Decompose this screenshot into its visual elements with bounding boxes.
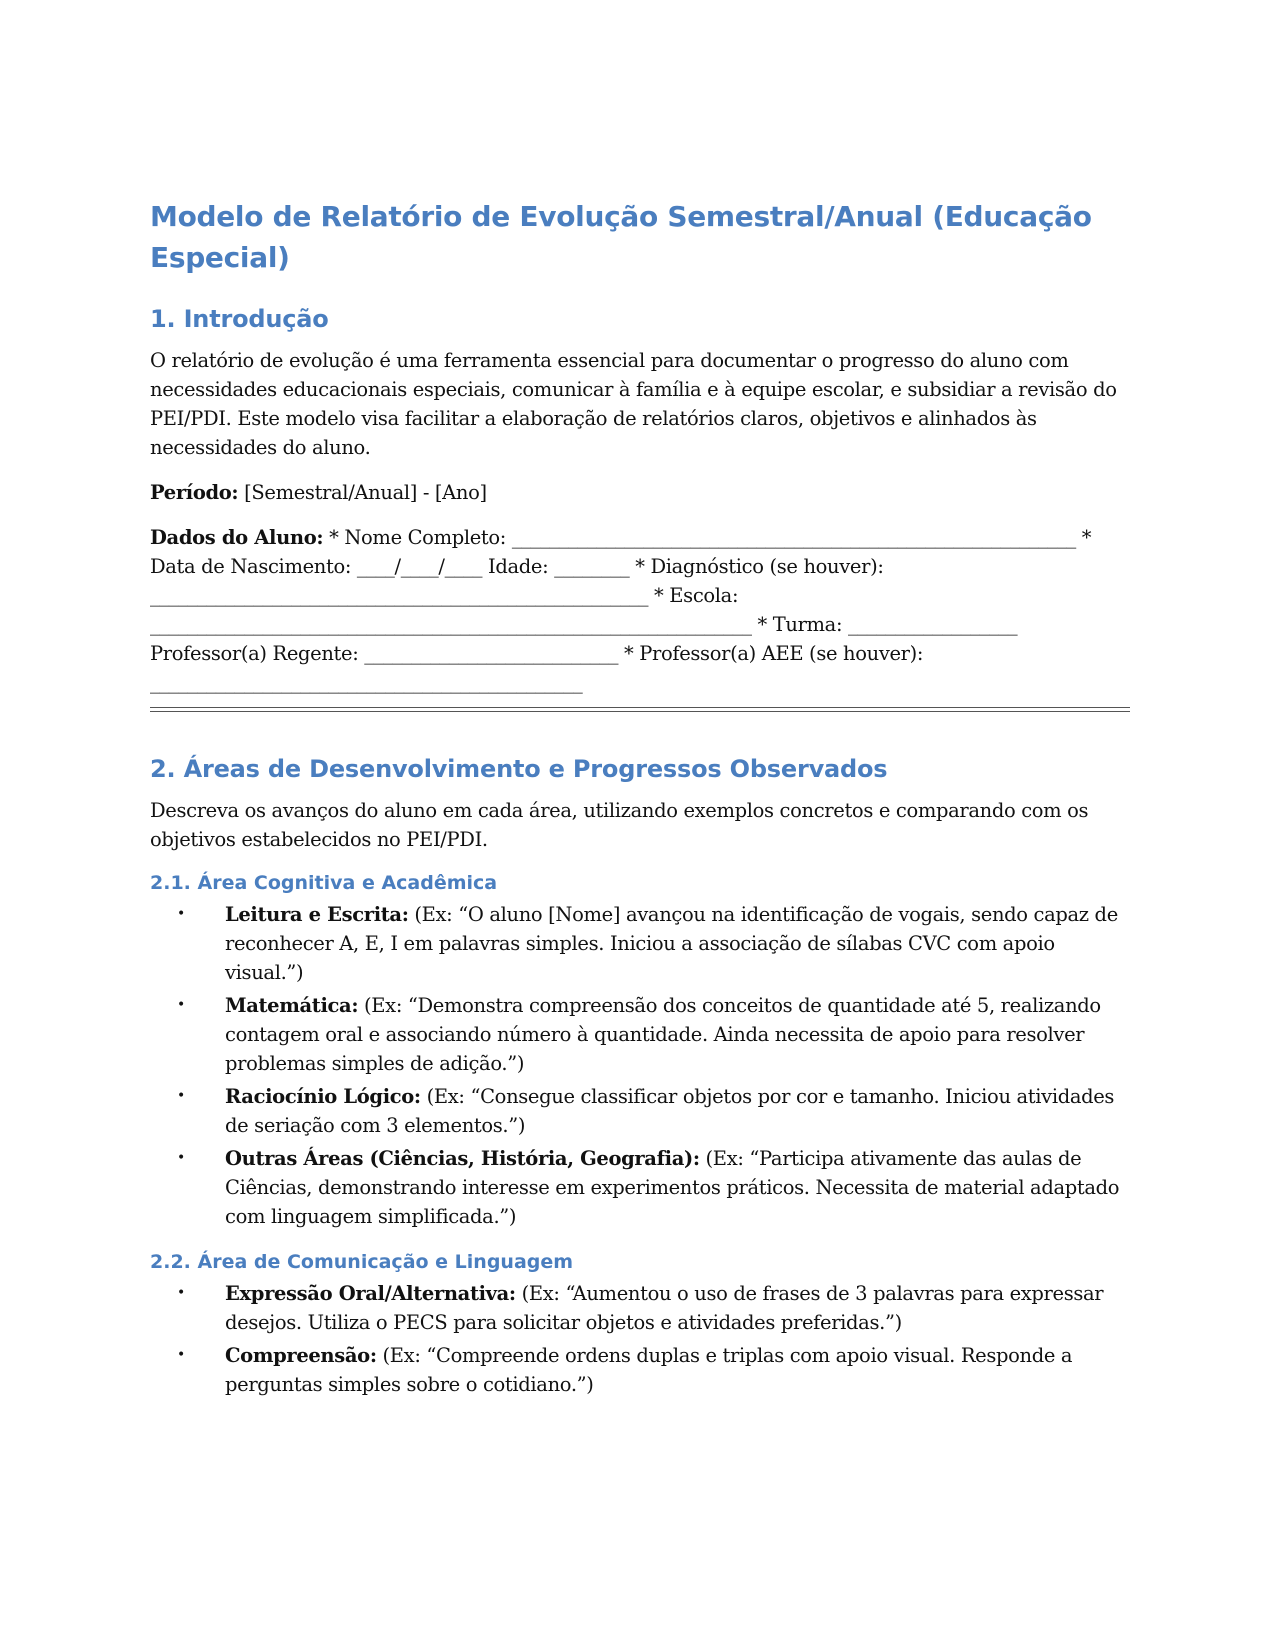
list-item-label: Matemática: xyxy=(225,994,359,1017)
document-title: Modelo de Relatório de Evolução Semestral/Anual (Educação Especial) xyxy=(150,200,1092,274)
subsection-2-2-list xyxy=(150,1279,1130,1399)
list-item-text: (Ex: “Compreende ordens duplas e triplas com apoio visual. Responde a perguntas simples sobre o cotidiano.”) xyxy=(225,1344,1073,1396)
list-item xyxy=(150,1144,1130,1231)
student-data-label: Dados do Aluno: xyxy=(150,526,324,549)
bullet-icon: • xyxy=(177,997,185,1013)
document-page xyxy=(150,196,1130,1417)
student-data xyxy=(150,523,1130,697)
section-1-intro: O relatório de evolução é uma ferramenta essencial para documentar o progresso do aluno com necessidades educacionais especiais, comunicar à família e à equipe escolar, e subsidiar a revisão do PEI/PDI. Este modelo visa facilitar a elaboração de relatórios claros, objetivos e alinhados às necessidades do aluno. xyxy=(150,349,1117,459)
bullet-icon: • xyxy=(177,1285,185,1301)
list-item xyxy=(150,991,1130,1078)
list-item xyxy=(150,900,1130,987)
section-2-intro: Descreva os avanços do aluno em cada área, utilizando exemplos concretos e comparando com os objetivos estabelecidos no PEI/PDI. xyxy=(150,799,1089,851)
list-item-label: Expressão Oral/Alternativa: xyxy=(225,1282,516,1305)
list-item-text: (Ex: “O aluno [Nome] avançou na identificação de vogais, sendo capaz de reconhecer A, E, I em palavras simples. Iniciou a associação de sílabas CVC com apoio visual.”) xyxy=(225,903,1118,984)
subsection-2-2-heading: 2.2. Área de Comunicação e Linguagem xyxy=(150,1251,574,1273)
subsection-2-1-heading: 2.1. Área Cognitiva e Acadêmica xyxy=(150,872,498,894)
bullet-icon: • xyxy=(177,906,185,922)
horizontal-rule xyxy=(150,707,1130,712)
list-item xyxy=(150,1082,1130,1140)
list-item-label: Compreensão: xyxy=(225,1344,377,1367)
bullet-icon: • xyxy=(177,1150,185,1166)
bullet-icon: • xyxy=(177,1088,185,1104)
list-item-text: (Ex: “Demonstra compreensão dos conceitos de quantidade até 5, realizando contagem oral e associando número à quantidade. Ainda necessita de apoio para resolver problemas simples de adição.”) xyxy=(225,994,1101,1075)
period-line xyxy=(150,478,1130,507)
period-label: Período: xyxy=(150,481,239,504)
section-2-heading: 2. Áreas de Desenvolvimento e Progressos Observados xyxy=(150,755,888,783)
subsection-2-1-list xyxy=(150,900,1130,1231)
list-item xyxy=(150,1341,1130,1399)
list-item-label: Raciocínio Lógico: xyxy=(225,1085,421,1108)
section-1-heading: 1. Introdução xyxy=(150,305,329,333)
bullet-icon: • xyxy=(177,1347,185,1363)
period-value: [Semestral/Anual] - [Ano] xyxy=(238,481,487,504)
list-item-label: Leitura e Escrita: xyxy=(225,903,409,926)
list-item-label: Outras Áreas (Ciências, História, Geografia): xyxy=(225,1147,700,1170)
list-item-text: (Ex: “Participa ativamente das aulas de Ciências, demonstrando interesse em experimentos práticos. Necessita de material adaptado com linguagem simplificada.”) xyxy=(225,1147,1120,1228)
student-data-fields: * Nome Completo: ____________________________________________________________ * Data de Nascimento: ____/____/____ Idade: ________ * Diagnóstico (se houver): _____________________________________________________ * Escola: ________________________________________________________________ * Turma: __________________ Professor(a) Regente: ___________________________ * Professor(a) AEE (se houver): ______________________________________________ xyxy=(150,526,1092,694)
list-item-text: (Ex: “Consegue classificar objetos por cor e tamanho. Iniciou atividades de seriação com 3 elementos.”) xyxy=(225,1085,1115,1137)
list-item-text: (Ex: “Aumentou o uso de frases de 3 palavras para expressar desejos. Utiliza o PECS para solicitar objetos e atividades preferidas.”) xyxy=(225,1282,1104,1334)
list-item xyxy=(150,1279,1130,1337)
